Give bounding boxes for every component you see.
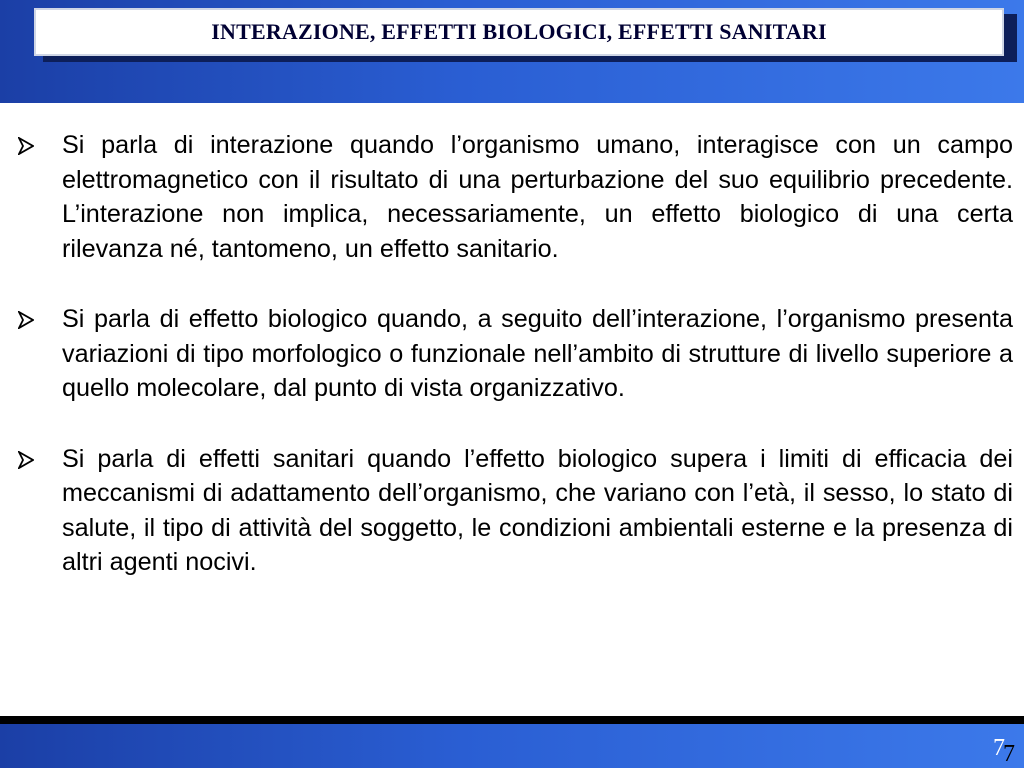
arrowhead-bullet-icon [18,442,62,469]
bullet-text: Si parla di interazione quando l’organismo umano, interagisce con un campo elettromagnetico con il risultato di una perturbazione del suo equilibrio precedente. L’interazione non implica, necessariamente, un effetto biologico di una certa rilevanza né, tantomeno, un effetto sanitario. [62,131,1013,263]
bullet-text: Si parla di effetti sanitari quando l’effetto biologico supera i limiti di efficacia dei meccanismi di adattamento dell’organismo, che variano con l’età, il sesso, lo stato di salute, il tipo di attività del soggetto, le condizioni ambientali esterne e la presenza di altri agenti nocivi. [62,444,1013,576]
footer-divider [0,716,1024,724]
bullet-item [18,128,1013,266]
slide-title: INTERAZIONE, EFFETTI BIOLOGICI, EFFETTI SANITARI [211,19,827,44]
page-number: 7 [993,735,1005,761]
arrowhead-bullet-icon [18,302,62,329]
bullet-item [18,302,1013,406]
title-box [34,8,1004,56]
bullet-item [18,442,1013,580]
bullet-text: Si parla di effetto biologico quando, a seguito dell’interazione, l’organismo presenta variazioni di tipo morfologico o funzionale nell’ambito di strutture di livello superiore a quello molecolare, dal punto di vista organizzativo. [62,305,1013,402]
arrowhead-bullet-icon [18,128,62,155]
bullet-list [18,128,1013,616]
page-number-echo: 7 [1003,741,1015,767]
footer-band [0,724,1024,768]
